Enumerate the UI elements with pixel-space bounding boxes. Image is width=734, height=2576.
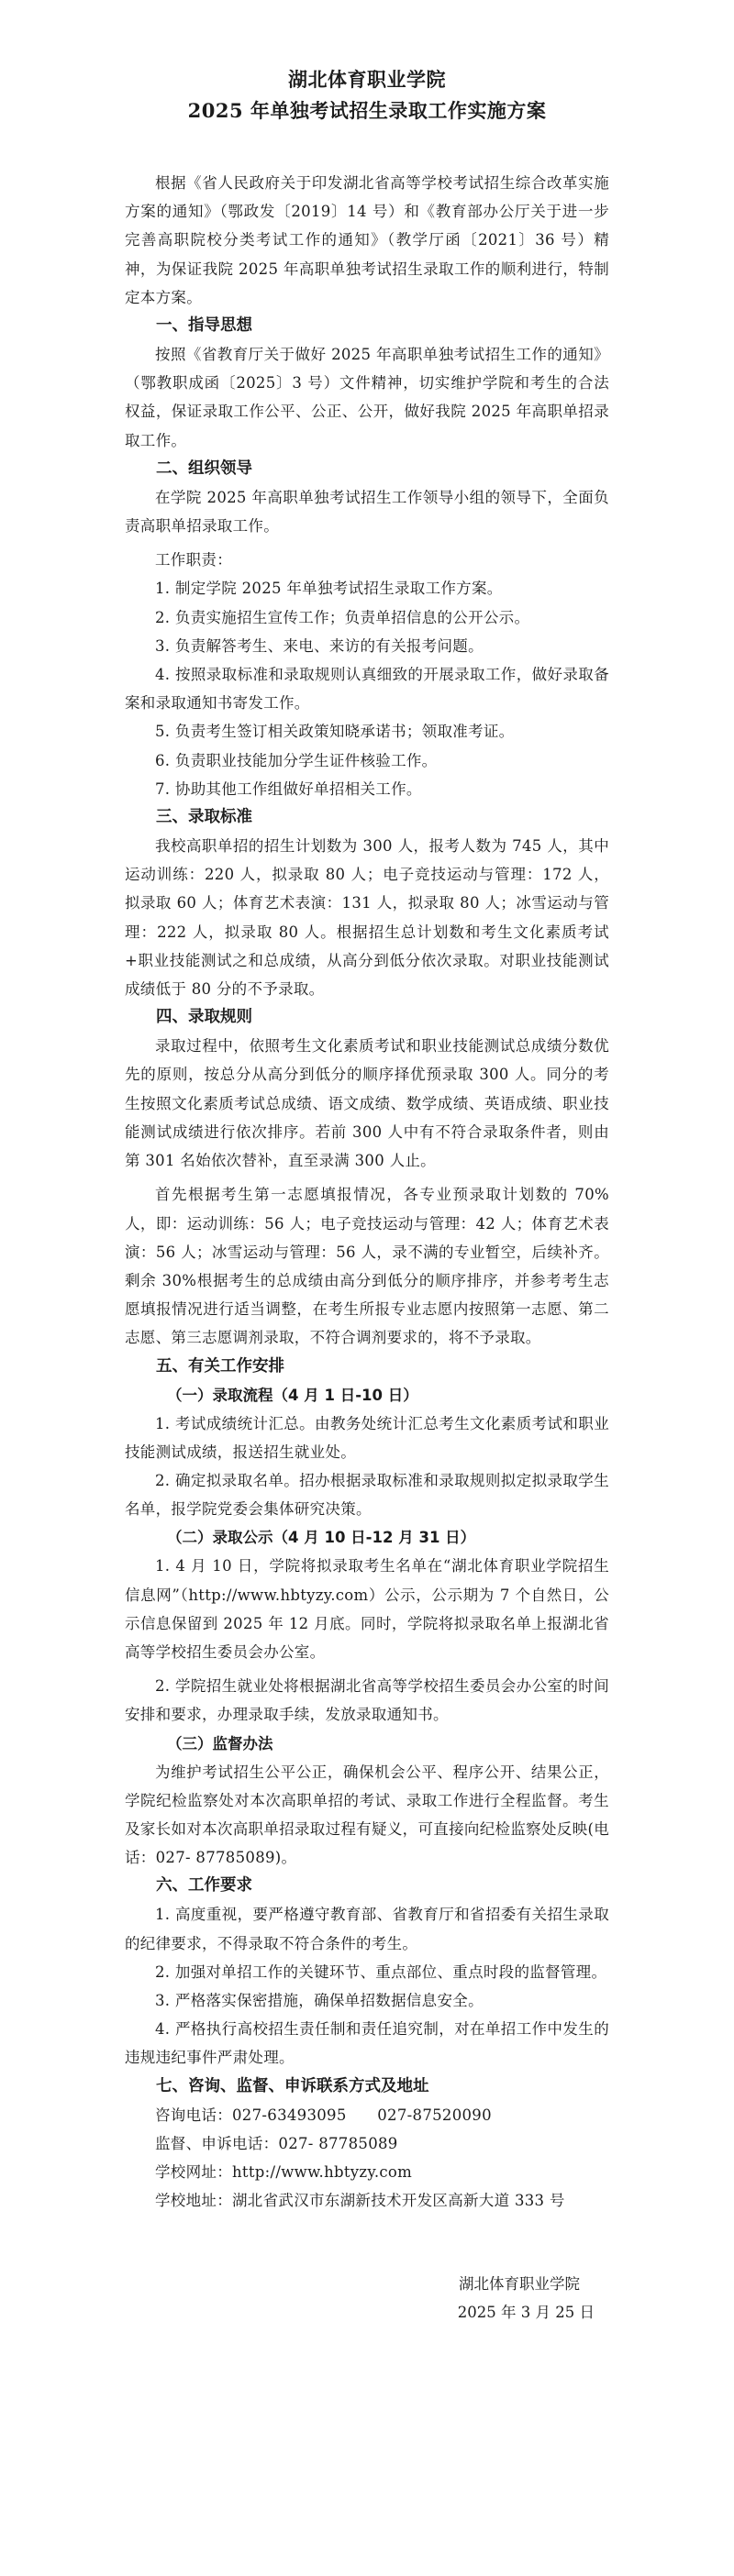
requirement-item: 2. 加强对单招工作的关键环节、重点部位、重点时段的监督管理。 bbox=[155, 1962, 607, 1981]
section-4-heading: 四、录取规则 bbox=[156, 1008, 252, 1027]
requirement-item: 4. 严格执行高校招生责任制和责任追究制，对在单招工作中发生的违规违纪事件严肃处理。 bbox=[125, 2020, 609, 2067]
section-2-paragraph: 在学院 2025 年高职单独考试招生工作领导小组的领导下，全面负责高职单招录取工作。 bbox=[125, 488, 609, 536]
section-1-paragraph: 按照《省教育厅关于做好 2025 年高职单独考试招生工作的通知》（鄂教职成函〔2025〕3 号）文件精神，切实维护学院和考生的合法权益，保证录取工作公平、公正、公开，做好我院 2025 年高职单招录取工作。 bbox=[125, 346, 609, 449]
title-line-1: 湖北体育职业学院 bbox=[288, 68, 446, 91]
duties-label: 工作职责： bbox=[155, 551, 232, 569]
intro-paragraph: 根据《省人民政府关于印发湖北省高等学校考试招生综合改革实施方案的通知》（鄂政发〔2019〕14 号）和《教育部办公厅关于进一步完善高职院校分类考试工作的通知》（教学厅函〔2021〕36 号）精神，为保证我院 2025 年高职单独考试招生录取工作的顺利进行，特制定本方案。 bbox=[125, 174, 609, 306]
section-5-heading: 五、有关工作安排 bbox=[156, 1356, 284, 1376]
subsection-2-paragraph-2: 2. 学院招生就业处将根据湖北省高等学校招生委员会办公室的时间安排和要求，办理录取手续，发放录取通知书。 bbox=[125, 1677, 609, 1724]
duty-item: 1. 制定学院 2025 年单独考试招生录取工作方案。 bbox=[155, 580, 503, 598]
signature-organization: 湖北体育职业学院 bbox=[459, 2275, 580, 2294]
section-4-paragraph-2: 首先根据考生第一志愿填报情况，各专业预录取计划数的 70%人，即：运动训练：56 人；电子竞技运动与管理：42 人；体育艺术表演：56 人；冰雪运动与管理：56 人，录不满的专业暂空，后续补齐。剩余 30%根据考生的总成绩由高分到低分的顺序排序，并参考考生志愿填报情况进行适当调整，在考生所报专业志愿内按照第一志愿、第二志愿、第三志愿调剂录取，不符合调剂要求的，将不予录取。 bbox=[125, 1186, 609, 1347]
subsection-1-paragraph-2: 2. 确定拟录取名单。招办根据录取标准和录取规则拟定拟录取学生名单，报学院党委会集体研究决策。 bbox=[125, 1471, 609, 1519]
supervise-phone: 监督、申诉电话：027- 87785089 bbox=[155, 2134, 398, 2152]
duty-item: 6. 负责职业技能加分学生证件核验工作。 bbox=[155, 751, 438, 769]
subsection-2-heading: （二）录取公示（4 月 10 日-12 月 31 日） bbox=[167, 1529, 476, 1547]
signature-date: 2025 年 3 月 25 日 bbox=[457, 2304, 595, 2322]
contact-phone: 咨询电话：027-63493095 027-87520090 bbox=[155, 2106, 492, 2124]
subsection-1-paragraph-1: 1. 考试成绩统计汇总。由教务处统计汇总考生文化素质考试和职业技能测试成绩，报送招生就业处。 bbox=[125, 1414, 609, 1461]
subsection-3-paragraph: 为维护考试招生公平公正，确保机会公平、程序公开、结果公正，学院纪检监察处对本次高职单招的考试、录取工作进行全程监督。考生及家长如对本次高职单招录取过程有疑义，可直接向纪检监察处反映(电话：027- 87785089)。 bbox=[125, 1763, 609, 1867]
duty-item: 4. 按照录取标准和录取规则认真细致的开展录取工作，做好录取备案和录取通知书寄发工作。 bbox=[125, 666, 609, 713]
website-line: 学校网址：http://www.hbtyzy.com bbox=[155, 2162, 413, 2181]
requirement-item: 1. 高度重视，要严格遵守教育部、省教育厅和省招委有关招生录取的纪律要求，不得录取不符合条件的考生。 bbox=[125, 1906, 609, 1952]
section-4-paragraph-1: 录取过程中，依照考生文化素质考试和职业技能测试总成绩分数优先的原则，按总分从高分到低分的顺序择优预录取 300 人。同分的考生按照文化素质考试总成绩、语文成绩、数学成绩、英语成绩、职业技能测试成绩进行依次排序。若前 300 人中有不符合录取条件者，则由第 301 名始依次替补，直至录满 300 人止。 bbox=[125, 1037, 609, 1170]
address-line: 学校地址：湖北省武汉市东湖新技术开发区高新大道 333 号 bbox=[155, 2192, 565, 2210]
section-2-heading: 二、组织领导 bbox=[156, 459, 252, 478]
requirement-item: 3. 严格落实保密措施，确保单招数据信息安全。 bbox=[155, 1991, 484, 2009]
section-6-heading: 六、工作要求 bbox=[156, 1876, 252, 1896]
section-1-heading: 一、指导思想 bbox=[156, 316, 252, 336]
duty-item: 3. 负责解答考生、来电、来访的有关报考问题。 bbox=[155, 636, 484, 655]
duty-item: 2. 负责实施招生宣传工作；负责单招信息的公开公示。 bbox=[155, 608, 530, 626]
section-7-heading: 七、咨询、监督、申诉联系方式及地址 bbox=[156, 2076, 429, 2095]
duty-item: 7. 协助其他工作组做好单招相关工作。 bbox=[155, 779, 422, 798]
subsection-2-paragraph-1: 1. 4 月 10 日，学院将拟录取考生名单在“湖北体育职业学院招生信息网”（http://www.hbtyzy.com）公示，公示期为 7 个自然日，公示信息保留到 2025 年 12 月底。同时，学院将拟录取名单上报湖北省高等学校招生委员会办公室。 bbox=[125, 1557, 609, 1661]
subsection-3-heading: （三）监督办法 bbox=[167, 1734, 273, 1752]
subsection-1-heading: （一）录取流程（4 月 1 日-10 日） bbox=[167, 1386, 418, 1404]
section-3-heading: 三、录取标准 bbox=[156, 808, 252, 827]
duty-item: 5. 负责考生签订相关政策知晓承诺书；领取准考证。 bbox=[155, 723, 515, 741]
title-line-2: 2025 年单独考试招生录取工作实施方案 bbox=[187, 99, 547, 122]
section-3-paragraph: 我校高职单招的招生计划数为 300 人，报考人数为 745 人，其中运动训练：220 人，拟录取 80 人；电子竞技运动与管理：172 人，拟录取 60 人；体育艺术表演：131 人，拟录取 80 人；冰雪运动与管理：222 人，拟录取 80 人。根据招生总计划数和考生文化素质考试+职业技能测试之和总成绩，从高分到低分依次录取。对职业技能测试成绩低于 80 分的不予录取。 bbox=[125, 837, 609, 999]
